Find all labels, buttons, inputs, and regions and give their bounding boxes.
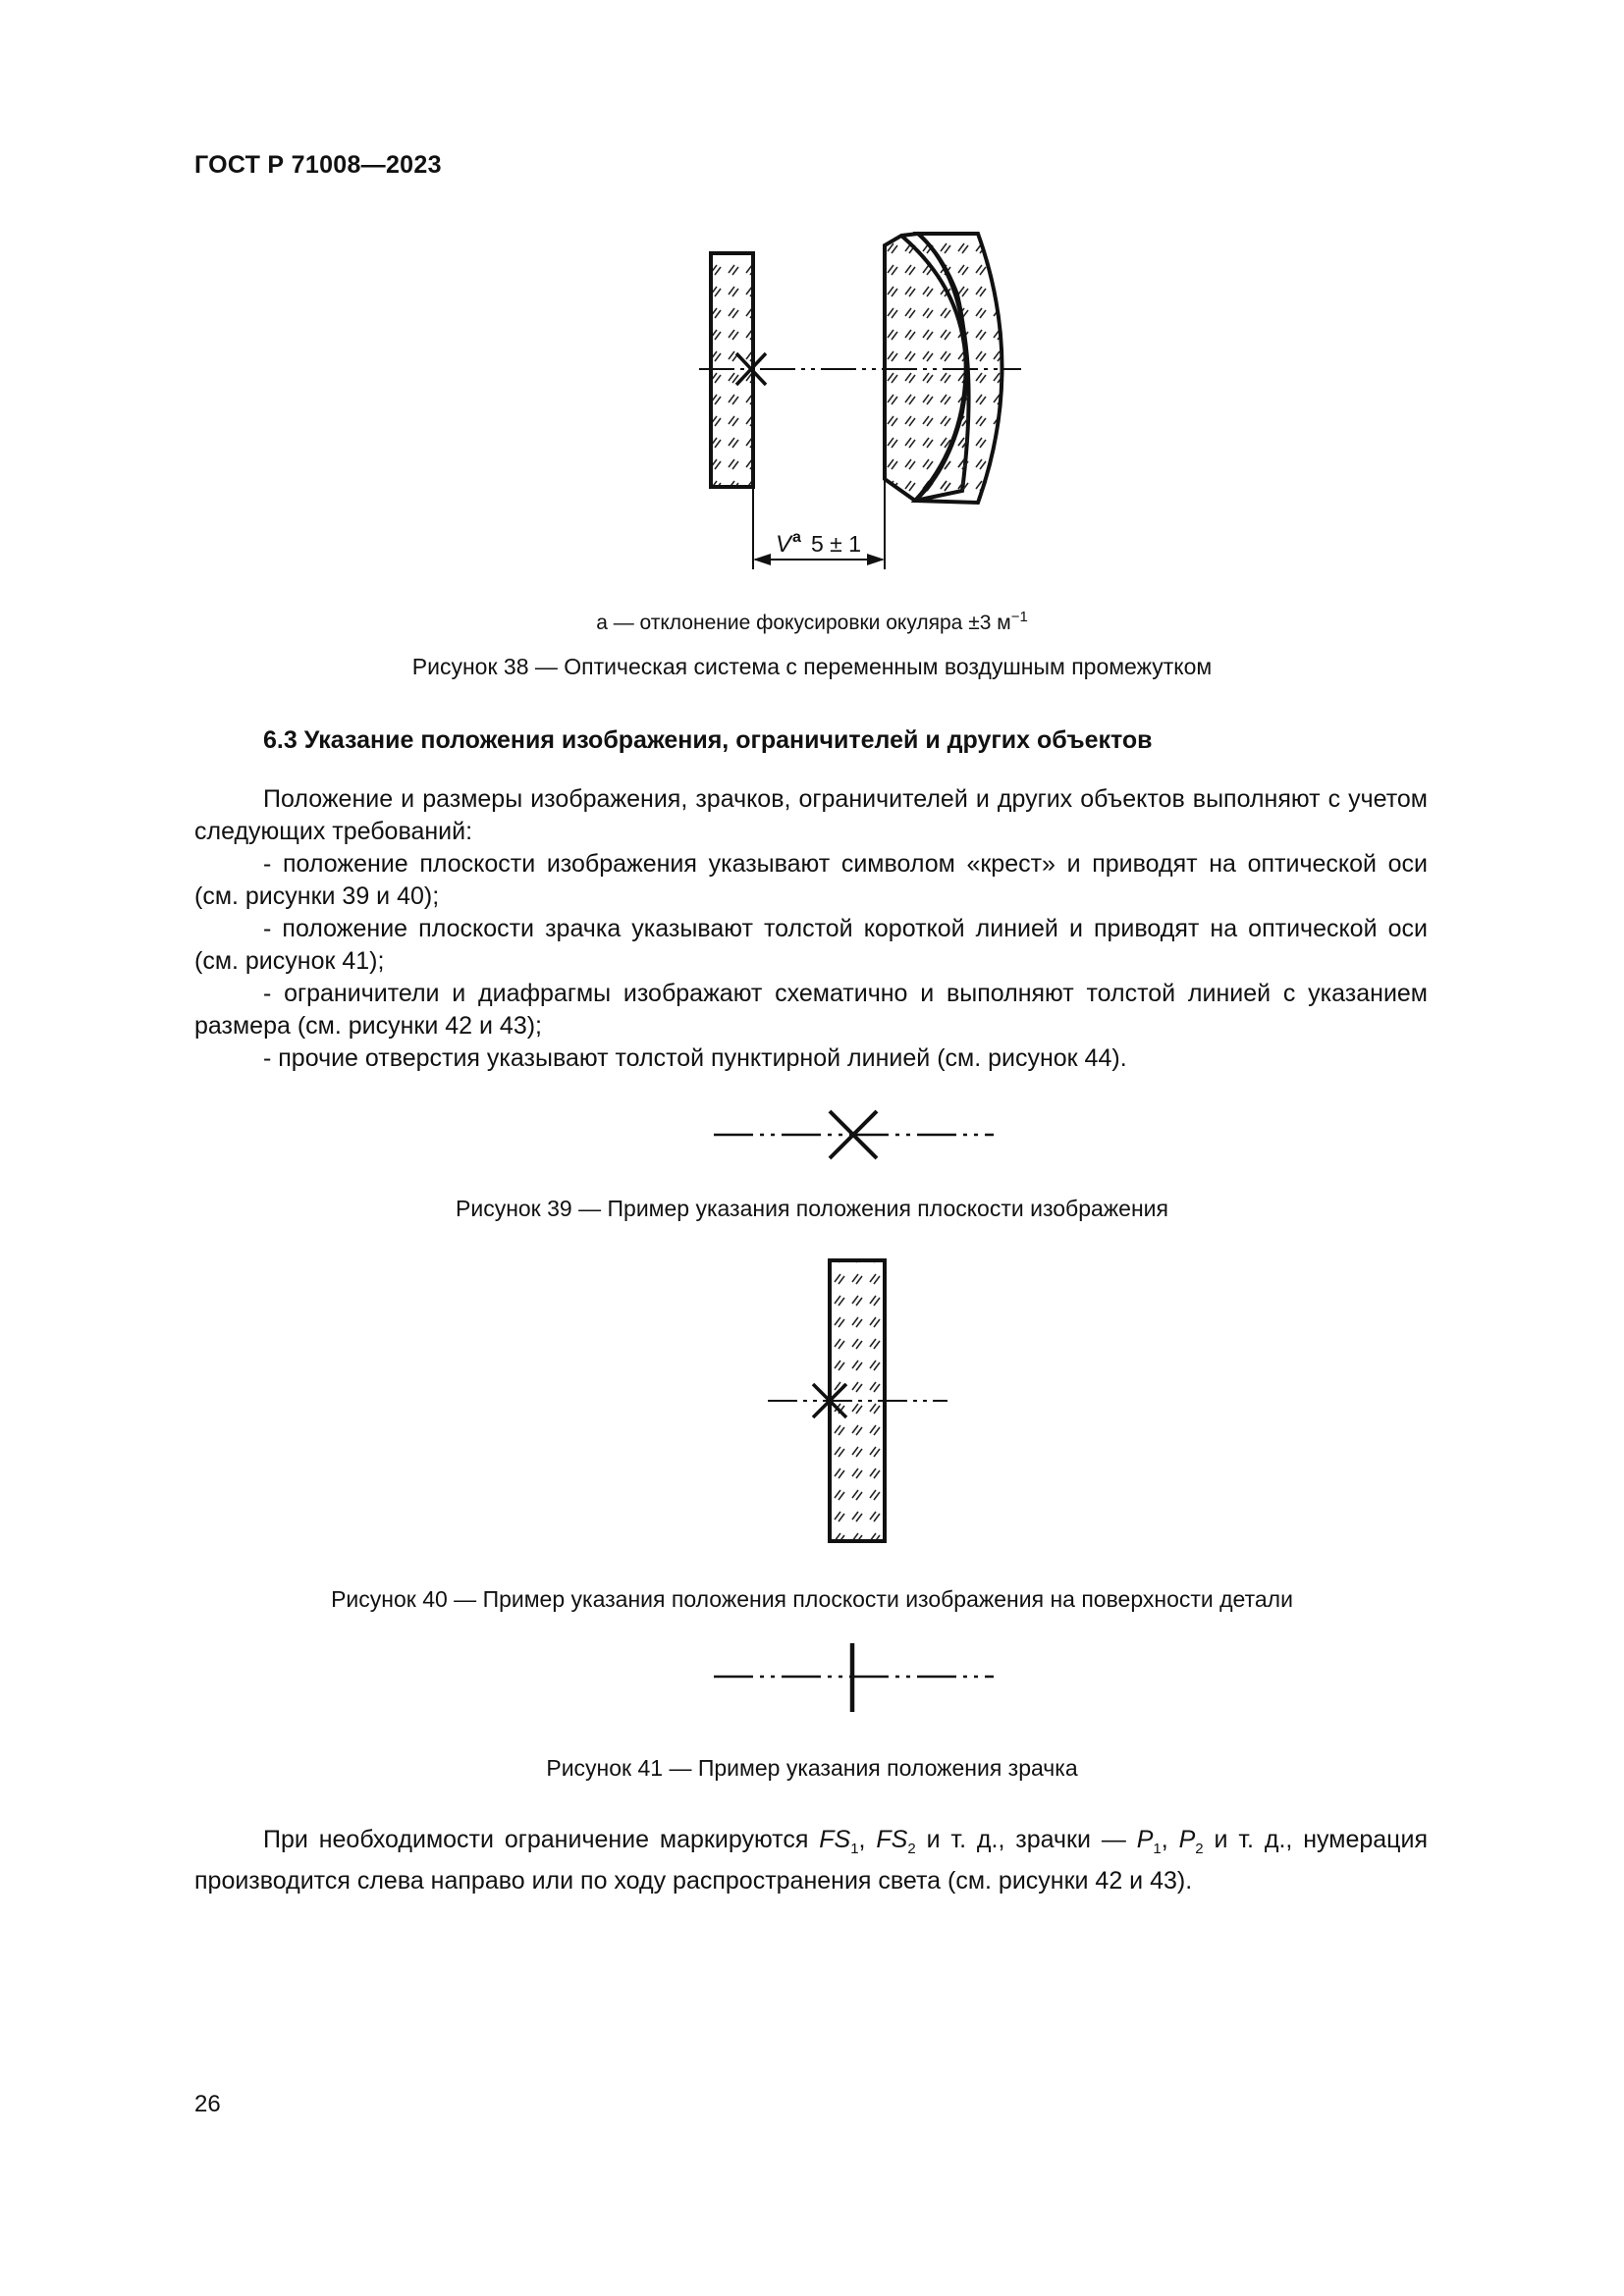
figure-40-caption: Рисунок 40 — Пример указания положения плоскости изображения на поверхности детали [331, 1586, 1293, 1612]
fig38-dimension-note-mark: a [792, 529, 801, 546]
figure-39-caption: Рисунок 39 — Пример указания положения плоскости изображения [456, 1196, 1168, 1221]
list-item: - ограничители и диафрагмы изображают схематично и выполняют толстой линией с указанием размера (см. рисунки 42 и 43); [194, 980, 1428, 1040]
page-number: 26 [194, 2091, 221, 2117]
figure-41-drawing [0, 1641, 1624, 1720]
figure-38-caption: Рисунок 38 — Оптическая система с переменным воздушным промежутком [411, 654, 1213, 679]
figure-38-footnote: a — отклонение фокусировки окуляра ±3 $м^{-1}$ [596, 609, 1028, 634]
figure-39-drawing [0, 1109, 1624, 1168]
document-header: ГОСТ Р 71008—2023 [194, 151, 442, 179]
closing-paragraph: При необходимости ограничение маркируются $FS_1$, $FS_2$ и т. д., зрачки — $P_1$, $P_2$ и т. д., нумерация производится слева направо или по ходу распространения света (см. рисунки 42 и 43). [194, 1826, 1428, 1895]
list-item: - положение плоскости изображения указывают символом «крест» и приводят на оптической оси (см. рисунки 39 и 40); [194, 850, 1428, 910]
fig38-dimension-symbol: V [776, 531, 792, 558]
figure-38-drawing [0, 0, 1624, 609]
section-body [194, 783, 1428, 1075]
figure-41-caption: Рисунок 41 — Пример указания положения зрачка [546, 1755, 1078, 1781]
section-heading: 6.3 Указание положения изображения, ограничителей и других объектов [263, 726, 1153, 754]
section-intro: Положение и размеры изображения, зрачков, ограничителей и других объектов выполняют с учетом следующих требований: [194, 785, 1428, 845]
figure-40-drawing [0, 1247, 1624, 1561]
fig38-dimension-value: 5 ± 1 [811, 531, 861, 557]
list-item: - прочие отверстия указывают толстой пунктирной линией (см. рисунок 44). [263, 1044, 1127, 1072]
list-item: - положение плоскости зрачка указывают толстой короткой линией и приводят на оптической оси (см. рисунок 41); [194, 915, 1428, 975]
